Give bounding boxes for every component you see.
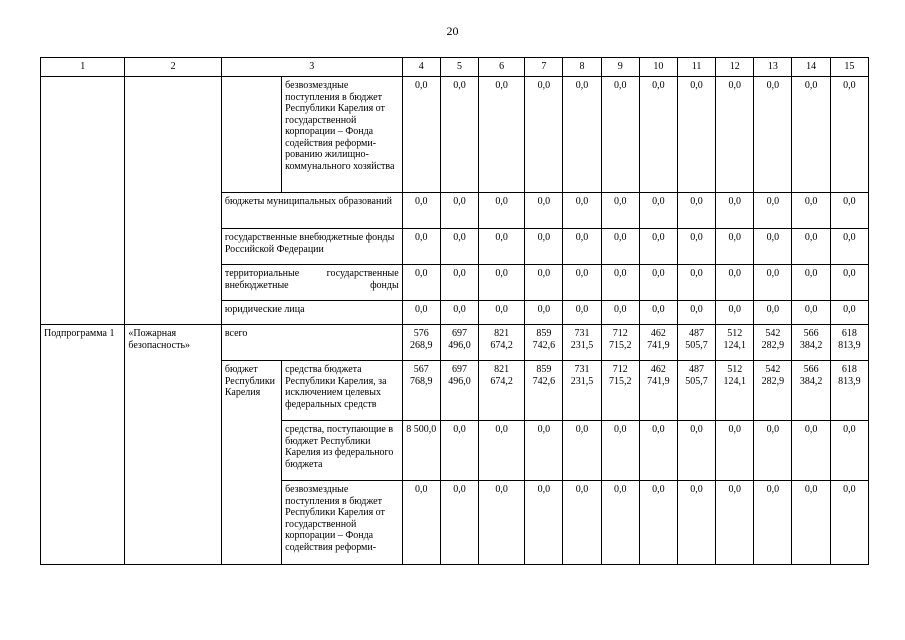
value-cell: 566 384,2 (792, 361, 830, 421)
value-cell: 512 124,1 (716, 361, 754, 421)
value-cell: 0,0 (792, 193, 830, 229)
value-cell: 0,0 (563, 77, 601, 193)
source-cell: государственные внебюджетные фонды Российской Федерации (221, 229, 402, 265)
value-cell: 0,0 (792, 77, 830, 193)
column-header: 5 (440, 58, 478, 77)
column-header: 11 (677, 58, 715, 77)
value-cell: 0,0 (563, 301, 601, 325)
value-cell: 0,0 (830, 301, 868, 325)
value-cell: 0,0 (830, 481, 868, 565)
value-cell: 0,0 (402, 481, 440, 565)
column-number-row (41, 58, 869, 77)
value-cell: 0,0 (525, 481, 563, 565)
source-cell: средства бюджета Республики Карелия, за исключением целевых федеральных средств (282, 361, 403, 421)
value-cell: 0,0 (677, 77, 715, 193)
value-cell: 0,0 (677, 265, 715, 301)
value-cell: 0,0 (716, 229, 754, 265)
value-cell: 0,0 (440, 481, 478, 565)
column-header: 10 (639, 58, 677, 77)
value-cell: 0,0 (677, 421, 715, 481)
value-cell: 0,0 (479, 193, 525, 229)
value-cell: 0,0 (479, 481, 525, 565)
value-cell: 731 231,5 (563, 361, 601, 421)
value-cell: 712 715,2 (601, 325, 639, 361)
value-cell: 0,0 (754, 265, 792, 301)
source-cell: территориальные государственные внебюджетные фонды (221, 265, 402, 301)
value-cell: 0,0 (440, 421, 478, 481)
value-cell: 0,0 (402, 229, 440, 265)
column-header: 2 (125, 58, 221, 77)
value-cell: 859 742,6 (525, 361, 563, 421)
value-cell: 0,0 (440, 77, 478, 193)
column-header: 13 (754, 58, 792, 77)
column-header: 7 (525, 58, 563, 77)
empty-cell (221, 77, 281, 193)
column-header: 6 (479, 58, 525, 77)
column-header: 14 (792, 58, 830, 77)
value-cell: 618 813,9 (830, 361, 868, 421)
value-cell: 0,0 (402, 77, 440, 193)
value-cell: 0,0 (792, 421, 830, 481)
value-cell: 0,0 (830, 421, 868, 481)
table-row (41, 77, 869, 193)
column-header: 1 (41, 58, 125, 77)
value-cell: 712 715,2 (601, 361, 639, 421)
value-cell: 0,0 (677, 229, 715, 265)
value-cell: 0,0 (563, 265, 601, 301)
value-cell: 0,0 (754, 481, 792, 565)
value-cell: 821 674,2 (479, 361, 525, 421)
value-cell: 487 505,7 (677, 325, 715, 361)
value-cell: 0,0 (563, 229, 601, 265)
value-cell: 0,0 (402, 301, 440, 325)
value-cell: 0,0 (754, 229, 792, 265)
value-cell: 0,0 (754, 193, 792, 229)
budget-label: бюджет Республики Карелия (221, 361, 281, 565)
column-header: 12 (716, 58, 754, 77)
value-cell: 0,0 (830, 193, 868, 229)
value-cell: 0,0 (601, 301, 639, 325)
value-cell: 0,0 (792, 265, 830, 301)
column-header: 4 (402, 58, 440, 77)
value-cell: 697 496,0 (440, 325, 478, 361)
value-cell: 0,0 (830, 77, 868, 193)
budget-table (40, 57, 869, 565)
value-cell: 0,0 (754, 301, 792, 325)
value-cell: 512 124,1 (716, 325, 754, 361)
value-cell: 0,0 (525, 77, 563, 193)
value-cell: 618 813,9 (830, 325, 868, 361)
value-cell: 0,0 (440, 265, 478, 301)
source-cell: юридические лица (221, 301, 402, 325)
value-cell: 0,0 (601, 77, 639, 193)
value-cell: 0,0 (639, 301, 677, 325)
subprogram-label: Подпрограмма 1 (41, 325, 125, 565)
value-cell: 0,0 (716, 301, 754, 325)
value-cell: 0,0 (639, 229, 677, 265)
value-cell: 0,0 (792, 481, 830, 565)
table-row (41, 325, 869, 361)
value-cell: 462 741,9 (639, 325, 677, 361)
value-cell: 0,0 (563, 421, 601, 481)
value-cell: 566 384,2 (792, 325, 830, 361)
value-cell: 0,0 (677, 301, 715, 325)
total-label: всего (221, 325, 402, 361)
value-cell: 731 231,5 (563, 325, 601, 361)
value-cell: 0,0 (716, 265, 754, 301)
empty-cell (41, 77, 125, 325)
value-cell: 0,0 (677, 481, 715, 565)
value-cell: 0,0 (639, 265, 677, 301)
value-cell: 0,0 (754, 421, 792, 481)
source-cell: безвозмездные поступления в бюджет Республики Карелия от государственной корпорации – Фонда содействия реформи-рованию жилищно-коммунального хозяйства (282, 77, 403, 193)
value-cell: 0,0 (830, 265, 868, 301)
value-cell: 0,0 (525, 301, 563, 325)
value-cell: 487 505,7 (677, 361, 715, 421)
value-cell: 0,0 (830, 229, 868, 265)
value-cell: 697 496,0 (440, 361, 478, 421)
value-cell: 0,0 (563, 481, 601, 565)
value-cell: 542 282,9 (754, 361, 792, 421)
value-cell: 0,0 (639, 481, 677, 565)
value-cell: 8 500,0 (402, 421, 440, 481)
value-cell: 821 674,2 (479, 325, 525, 361)
source-cell: средства, поступающие в бюджет Республики Карелия из федерального бюджета (282, 421, 403, 481)
value-cell: 0,0 (601, 481, 639, 565)
column-header: 8 (563, 58, 601, 77)
value-cell: 0,0 (402, 193, 440, 229)
value-cell: 0,0 (525, 229, 563, 265)
value-cell: 0,0 (402, 265, 440, 301)
column-header: 9 (601, 58, 639, 77)
value-cell: 0,0 (601, 229, 639, 265)
value-cell: 0,0 (639, 77, 677, 193)
value-cell: 0,0 (440, 301, 478, 325)
column-header: 3 (221, 58, 402, 77)
value-cell: 542 282,9 (754, 325, 792, 361)
value-cell: 0,0 (792, 229, 830, 265)
value-cell: 0,0 (716, 421, 754, 481)
value-cell: 567 768,9 (402, 361, 440, 421)
value-cell: 0,0 (716, 481, 754, 565)
value-cell: 0,0 (479, 301, 525, 325)
source-cell: бюджеты муниципальных образований (221, 193, 402, 229)
value-cell: 0,0 (525, 265, 563, 301)
value-cell: 0,0 (440, 193, 478, 229)
value-cell: 0,0 (479, 229, 525, 265)
value-cell: 859 742,6 (525, 325, 563, 361)
source-cell: безвозмездные поступления в бюджет Республики Карелия от государственной корпорации – Фонда содействия реформи- (282, 481, 403, 565)
value-cell: 0,0 (525, 421, 563, 481)
page-number: 20 (446, 24, 459, 38)
subprogram-name: «Пожарная безопасность» (125, 325, 221, 565)
value-cell: 0,0 (639, 193, 677, 229)
value-cell: 0,0 (479, 77, 525, 193)
value-cell: 0,0 (479, 265, 525, 301)
value-cell: 0,0 (792, 301, 830, 325)
value-cell: 0,0 (601, 265, 639, 301)
value-cell: 0,0 (601, 421, 639, 481)
value-cell: 0,0 (639, 421, 677, 481)
value-cell: 0,0 (677, 193, 715, 229)
value-cell: 576 268,9 (402, 325, 440, 361)
value-cell: 0,0 (525, 193, 563, 229)
empty-cell (125, 77, 221, 325)
value-cell: 462 741,9 (639, 361, 677, 421)
value-cell: 0,0 (754, 77, 792, 193)
column-header: 15 (830, 58, 868, 77)
value-cell: 0,0 (601, 193, 639, 229)
value-cell: 0,0 (440, 229, 478, 265)
value-cell: 0,0 (716, 77, 754, 193)
value-cell: 0,0 (716, 193, 754, 229)
value-cell: 0,0 (563, 193, 601, 229)
value-cell: 0,0 (479, 421, 525, 481)
